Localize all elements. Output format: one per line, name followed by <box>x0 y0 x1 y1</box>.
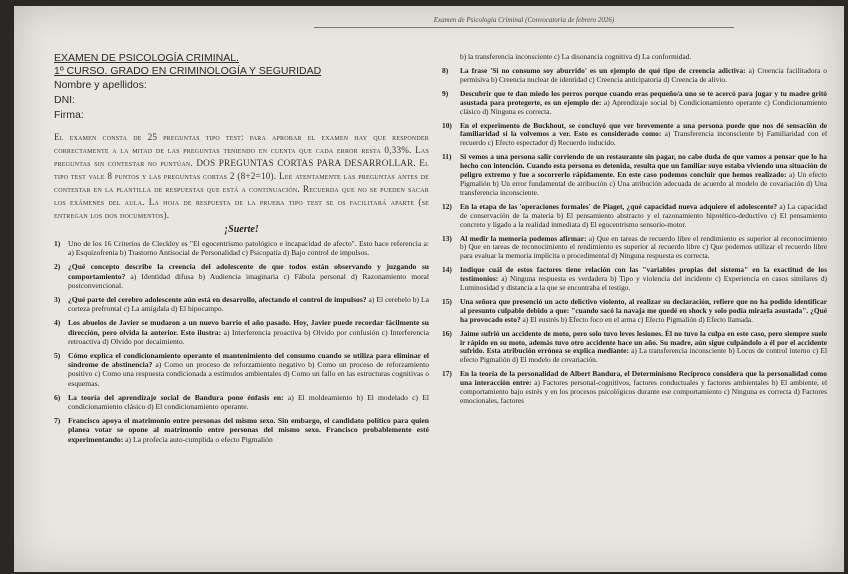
question-body <box>68 393 429 411</box>
question-stem: ¿Qué concepto describe la creencia del adolescente de que todos están observando y juzgando su comportamiento? <box>68 262 429 281</box>
question-body <box>68 239 429 257</box>
question-number: 15) <box>442 296 452 306</box>
question-options: a) El moldeamiento b) El modelado c) El condicionamiento clásico d) El condicionamiento operante. <box>68 392 429 412</box>
question-item <box>442 330 827 366</box>
question-item <box>54 262 429 290</box>
question-options: a) La profecía auto-cumplida o efecto Pigmalión <box>123 434 273 444</box>
question-item <box>442 203 827 230</box>
question-options: a) La transferencia inconsciente b) Locus de control interno c) El efecto Pigmalión d) El modelo de covariación. <box>460 346 827 365</box>
question-number: 9) <box>442 88 449 98</box>
question-options: a) El cerebelo b) La corteza prefrontal c) La amígdala d) El hipocampo. <box>68 295 429 314</box>
question-item <box>442 122 827 149</box>
question-number: 6) <box>54 392 61 402</box>
signature-field-label: Firma: <box>54 109 84 121</box>
question-body <box>460 370 827 406</box>
question-stem: Una señora que presenció un acto delictivo violento, al realizar su declaración, refiere que no ha podido identificar al presunto culpable debido a que: "cuando sacó la navaja me quedé en shock y solo podía mirarla asustada". ¿Qué ha provocado esto? <box>460 296 827 324</box>
question-stem: Jaime sufrió un accidente de moto, pero solo tuvo leves lesiones. Él no tuvo la culpa en este caso, pero siempre suele ir rápido en su moto, además tuvo otro accidente hace un año. Su madre, aún sigue culpándolo a él por el accidente sufrido. Esta atribución errónea se explica mediante: <box>460 328 827 356</box>
question-body <box>460 203 827 230</box>
question-item <box>54 393 429 411</box>
question-options: a) Como un proceso de reforzamiento negativo b) Como un proceso de reforzamiento positivo c) Como una respuesta condicionada a estímulos ambientales d) Como un fallo en las estructuras cognitivas o esquemas. <box>68 360 429 388</box>
question-options: a) Ninguna respuesta es verdadera b) Tipo y violencia del incidente c) Experiencia en casos similares d) Luminosidad y distancia a la que se encontraba el testigo. <box>460 274 827 293</box>
question-stem: Si vemos a una persona salir corriendo de un restaurante sin pagar, no cabe duda de que vamos a pensar que lo ha hecho con intención. Cuando esta persona es detenida, resulta que un familiar suyo estaba viviendo una situación de peligro extremo y fue a socorrerlo rápidamente. En este caso podemos concluir que hemos realizado: <box>460 152 827 180</box>
question-item <box>54 239 429 257</box>
exam-instructions: El examen consta de 25 preguntas tipo test: para aprobar el examen hay que responder correctamente a la mitad de las preguntas teniendo en cuenta que cada error resta 0,33%. Las preguntas sin contestar no puntúan. DOS PREGUNTAS CORTAS PARA DESARROLLAR. El tipo test vale 8 puntos y las preguntas cortas 2 (8+2=10). Lee atentamente las preguntas antes de contestar en la plantilla de respuestas que está a continuación. Recuerda que no se pueden sacar los exámenes del aula. La hoja de respuesta de la prueba tipo test se os facilitará aparte (se entregan los dos documentos). <box>54 132 429 220</box>
question-options: Uno de los 16 Criterios de Cleckley es "El egocentrismo patológico e incapacidad de afecto". Esto hace referencia a: a) Esquizofrenia b) Trastorno Antisocial de Personalidad c) Psicopatía d) Bajo control de impulsos. <box>68 239 429 258</box>
question-stem: En el experimento de Buckhout, se concluyó que ver brevemente a una persona puede que nos dé sensación de familiaridad si la volvemos a ver. Esto es considerado como: <box>460 120 827 139</box>
question-number: 4) <box>54 318 61 328</box>
question-number: 13) <box>442 233 452 243</box>
right-question-list <box>442 67 827 406</box>
question-body <box>68 295 429 313</box>
question-item <box>442 90 827 117</box>
question-body <box>460 122 827 149</box>
question-stem: Los abuelos de Javier se mudaron a un nuevo barrio el año pasado. Hoy, Javier puede recordar fácilmente su dirección, pero olvida la anterior. Esto ilustra: <box>68 318 429 337</box>
question-options: a) Factores personal-cognitivos, factores conductuales y factores ambientales b) El ambiente, el comportamiento bajo estrés y en los procesos psicológicos durante ese comportamiento c) Ninguna es correcta d) Factores emocionales, factores <box>460 378 827 405</box>
question-options: a) El eustrés b) Efecto foco en el arma c) Efecto Pigmalión d) Efecto llamada. <box>520 314 753 324</box>
question-number: 3) <box>54 295 61 305</box>
question-body <box>460 90 827 117</box>
question-number: 17) <box>442 369 452 379</box>
question-body <box>68 318 429 346</box>
question-stem: La frase 'Si no consumo soy aburrido' es un ejemplo de qué tipo de creencia adictiva: <box>460 66 746 75</box>
question-item <box>442 298 827 325</box>
question-options: a) Aprendizaje social b) Condicionamiento operante c) Condicionamiento clásico d) Ninguna es correcta. <box>460 97 827 116</box>
question-options: a) La capacidad de conservación de la materia b) El pensamiento abstracto y el razonamiento hipotético-deductivo c) El pensamiento concreto y ligado a la realidad inmediata d) El egocentrismo sensorio-motor. <box>460 201 828 229</box>
question-body <box>460 298 827 325</box>
question-stem: La teoría del aprendizaje social de Bandura pone énfasis en: <box>68 392 284 402</box>
dni-field-label: DNI: <box>54 94 75 106</box>
question-options: a) Creencia facilitadora o permisiva b) Creencia nuclear de identidad c) Creencia anticipatoria d) Creencia de alivio. <box>460 66 827 84</box>
left-question-list <box>54 239 429 444</box>
question-options: a) Un efecto Pigmalión b) Un error fundamental de atribución c) Una atribución adecuada de acuerdo al modelo de covariación d) Una transferencia inconsciente. <box>460 170 827 197</box>
question-item <box>442 266 827 293</box>
question-body <box>460 266 827 293</box>
question-number: 12) <box>442 201 452 211</box>
question-body <box>460 67 827 85</box>
question-number: 2) <box>54 262 61 272</box>
question-number: 7) <box>54 416 61 426</box>
left-column <box>54 52 429 449</box>
question-options: a) Interferencia proactiva b) Olvido por confusión c) Interferencia retroactiva d) Olvido por decaimiento. <box>68 327 429 346</box>
question-body <box>460 153 827 198</box>
question-body <box>460 330 827 366</box>
name-field-label: Nombre y apellidos: <box>54 79 147 91</box>
question-number: 10) <box>442 120 452 130</box>
question-stem: Descubrir que te dan miedo los perros porque cuando eras pequeño/a uno se te acercó para jugar y tu madre gritó asustada para protegerte, es un ejemplo de: <box>460 88 827 107</box>
question-number: 16) <box>442 328 452 338</box>
question-item <box>442 370 827 406</box>
question-stem: ¿Qué parte del cerebro adolescente aún está en desarrollo, afectando el control de impulsos? <box>68 295 367 305</box>
page-header: Examen de Psicología Criminal (Convocatoria de febrero 2026) <box>314 16 734 28</box>
question-stem: Indique cuál de estos factores tiene relación con las "variables propias del sistema" en la exactitud de los testimonios: <box>460 265 827 284</box>
question-body <box>460 235 827 262</box>
question-number: 5) <box>54 351 61 361</box>
exam-title: EXAMEN DE PSICOLOGÍA CRIMINAL. <box>54 52 239 64</box>
right-column <box>442 52 827 411</box>
question-body <box>68 262 429 290</box>
question-item <box>54 351 429 388</box>
question-stem: Cómo explica el condicionamiento operante el mantenimiento del consumo cuando se utiliza para eliminar el síndrome de abstinencia? <box>68 351 429 370</box>
question-body <box>68 416 429 444</box>
good-luck-text: ¡Suerte! <box>224 224 259 235</box>
question-options: a) Transferencia inconsciente b) Familiaridad con el recuerdo c) Efecto espectador d) Recuerdo inducido. <box>460 129 827 148</box>
continued-options: b) la transferencia inconsciente c) La disonancia cognitiva d) La conformidad. <box>460 52 692 61</box>
question-stem: En la teoría de la personalidad de Albert Bandura, el Determinismo Recíproco considera que la personalidad como una interacción entre: <box>460 369 827 388</box>
question-item <box>54 318 429 346</box>
question-item <box>442 235 827 262</box>
question-stem: En la etapa de las 'operaciones formales' de Piaget, ¿qué capacidad nueva adquiere el adolescente? <box>460 201 778 211</box>
question-options: a) Identidad difusa b) Audiencia imaginaria c) Fábula personal d) Razonamiento moral postconvencional. <box>68 271 429 290</box>
question-number: 1) <box>54 239 61 248</box>
question-item <box>442 153 827 198</box>
course-title: 1º CURSO. GRADO EN CRIMINOLOGÍA Y SEGURIDAD <box>54 65 322 77</box>
question-stem: Al medir la memoria podemos afirmar: <box>460 233 587 243</box>
question-item <box>54 295 429 313</box>
question-number: 14) <box>442 265 452 275</box>
question-number: 8) <box>442 66 449 75</box>
question-body <box>68 351 429 388</box>
question-stem: Francisco apoya el matrimonio entre personas del mismo sexo. Sin embargo, el candidato político para quien planea votar se opone al matrimonio entre personas del mismo sexo. Francisco probablemente esté experimentando: <box>68 416 429 444</box>
question-item <box>442 67 827 85</box>
question-number: 11) <box>442 152 452 162</box>
exam-sheet <box>14 6 844 572</box>
question-item <box>54 416 429 444</box>
question-options: a) Que en tareas de recuerdo libre el rendimiento es superior al reconocimiento b) Que en tareas de reconocimiento el rendimiento es superior al recuerdo libre c) Que podemos utilizar el recuerdo libre para evaluar la memoria implícita o procedimental d) Ninguna respuesta es correcta. <box>460 233 828 261</box>
